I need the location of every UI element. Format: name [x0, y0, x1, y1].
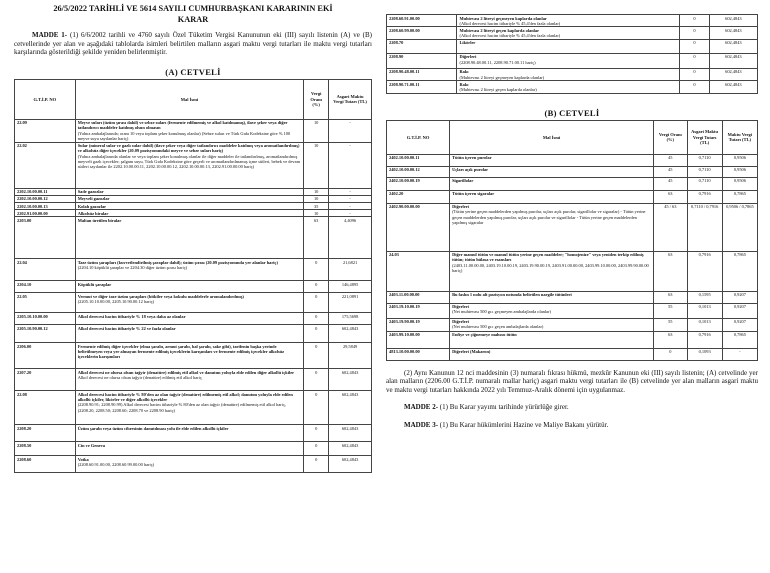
gtip-cell: 2402.20 [387, 190, 450, 203]
vergi-orani-cell: 63 [654, 190, 687, 203]
col-header-vergi-orani: Vergi Oranı (%) [304, 79, 329, 119]
mal-ismi: Uçları açık purolar [452, 167, 489, 173]
mal-ismi-note: (2204.10 köpüklü şaraplar ve 2204.30 diğer üzüm şırası hariç) [77, 265, 188, 271]
mal-ismi-note: (Muhtevası 2 litreyi geçen kaplarda olanlar) [459, 86, 537, 92]
mal-ismi-cell [450, 203, 654, 251]
col-header-gtip: G.T.İ.P. NO [15, 79, 76, 119]
table-row [387, 15, 758, 27]
vergi-orani-cell: 0 [304, 456, 329, 473]
cetvel-a-continued-table [386, 14, 758, 94]
vergi-orani-cell: 0 [304, 281, 329, 293]
vergi-orani-cell: 0 [304, 259, 329, 281]
asgari-maktu-cell: 602,4843 [329, 325, 372, 343]
table-row [387, 203, 758, 251]
asgari-maktu-cell: 602,4843 [709, 15, 757, 27]
asgari-maktu-cell: 0,7110 [687, 177, 722, 190]
table-row [15, 259, 372, 281]
table-row [15, 391, 372, 425]
asgari-maktu-cell: 602,4843 [329, 425, 372, 442]
col-header-asgari-maktu: Asgari Maktu Vergi Tutarı (TL) [687, 120, 722, 154]
mal-ismi: Muhtevası 2 litreyi geçmeyen kaplarda olanlar [459, 15, 547, 21]
maktu-cell: 0,7865 [722, 190, 757, 203]
mal-ismi-cell [75, 188, 303, 195]
asgari-maktu-cell: 0,7916 [687, 331, 722, 348]
madde-1 [14, 31, 372, 57]
mal-ismi: Sigarillolar [452, 178, 474, 184]
cetvel-b-table [386, 120, 758, 361]
gtip-cell: 2208.50 [15, 442, 76, 456]
mal-ismi: Meyveli gazozlar [77, 196, 110, 202]
mal-ismi-cell [75, 391, 303, 425]
mal-ismi: Muhtevası 2 litreyi geçen kaplarda olanlar [459, 27, 540, 33]
vergi-orani-cell: 0 [304, 293, 329, 313]
col-header-mal-ismi: Mal İsmi [75, 79, 303, 119]
table-row [15, 203, 372, 210]
table-row [15, 142, 372, 188]
madde-3-text: (1) Bu Karar hükümlerini Hazine ve Maliye Bakanı yürütür. [439, 421, 609, 429]
mal-ismi: Diğerleri [459, 54, 477, 60]
mal-ismi-note: (Alkol derecesi hacim itibariyle % 45,4'den fazla olanlar) [459, 33, 561, 39]
madde-1-text: (1) 6/6/2002 tarihli ve 4760 sayılı Özel Tüketim Vergisi Kanununun eki (III) sayılı listenin (A) ve (B) cetvellerinde yer alan ve aşağıdaki tablolarda isimleri belirtilen malların asgari maktu vergi tutarları ile maktu vergi tutarları karşılarında gösterildiği şekilde yeniden belirlenmiştir. [14, 31, 373, 57]
mal-ismi-cell [457, 53, 680, 68]
madde-3 [386, 421, 758, 430]
asgari-maktu-cell: - [329, 210, 372, 217]
mal-ismi-cell [75, 369, 303, 391]
paragraph-2: (2) Aynı Kanunun 12 nci maddesinin (3) numaralı fıkrası hükmü, mezkûr Kanunun eki (III) sayılı listenin; (A) cetvelinde yer alan malların (2206.00 G.T.İ.P. numaralı mallar hariç) asgari maktu vergi tutarları ile (B) cetvelinde yer alan malların asgari maktu ve maktu vergi tutarları hakkında 2022 yılı Temmuz-Aralık dönemi için uygulanmaz. [386, 368, 758, 394]
vergi-orani-cell: 0 [680, 81, 710, 93]
mal-ismi-note: (Muhtevası 2 litreyi geçmeyen kaplarda olanlar) [459, 74, 545, 80]
mal-ismi-cell [450, 251, 654, 291]
vergi-orani-cell: 0 [304, 391, 329, 425]
mal-ismi: Köpüklü şaraplar [77, 281, 112, 287]
maktu-cell: 0,9207 [722, 318, 757, 331]
document-title: 26/5/2022 TARİHLİ VE 5614 SAYILI CUMHURBAŞKANI KARARININ EKİ [53, 4, 333, 13]
mal-ismi-note: (2403.11.00.00.00, 2403.19.10.00.19, 2403.19.90.00.19, 2403.91.00.00.00, 2403.99.10.00.00, 2403.99.90.00.00 hariç) [452, 262, 649, 273]
table-row [15, 456, 372, 473]
vergi-orani-cell: 63 [654, 331, 687, 348]
mal-ismi-cell [75, 325, 303, 343]
cetvel-b-title: (B) CETVELİ [544, 107, 600, 118]
madde-3-lead: MADDE 3- [404, 421, 439, 429]
mal-ismi-cell [75, 425, 303, 442]
mal-ismi: Likörler [459, 40, 476, 46]
table-row [15, 210, 372, 217]
table-row [15, 425, 372, 442]
table-row [15, 281, 372, 293]
table-row [15, 217, 372, 259]
table-row [387, 318, 758, 331]
table-row [15, 313, 372, 325]
mal-ismi-cell [75, 313, 303, 325]
col-header-vergi-orani: Vergi Oranı (%) [654, 120, 687, 154]
vergi-orani-cell: 0 [304, 442, 329, 456]
gtip-cell: 2208.20 [15, 425, 76, 442]
mal-ismi-note: (Net muhtevası 500 gr.ı geçmeyen ambalajlarda olanlar) [452, 309, 551, 315]
gtip-cell: 2203.00 [15, 217, 76, 259]
madde-2-lead: MADDE 2- [404, 403, 439, 412]
gtip-cell: 2402.10.00.00.19 [387, 177, 450, 190]
gtip-cell: 2206.00 [15, 343, 76, 369]
gtip-cell: 2205.10.90.00.12 [15, 325, 76, 343]
gtip-cell: 2403.19.90.00.19 [387, 318, 450, 331]
gtip-cell: 22.02 [15, 142, 76, 188]
col-header-asgari-maktu: Asgari Maktu Vergi Tutarı (TL) [329, 79, 372, 119]
vergi-orani-cell: 45 / 63 [654, 203, 687, 251]
table-row [387, 331, 758, 348]
maktu-cell: 0,9506 / 0,7865 [722, 203, 757, 251]
mal-ismi: Diğerleri [452, 319, 469, 325]
madde-2 [386, 403, 758, 412]
vergi-orani-cell: 0 [680, 27, 710, 39]
mal-ismi: Diğerleri (Makaron) [452, 349, 491, 355]
mal-ismi: Üzüm şarabı veya üzüm cibresinin damıtılması yolu ile elde edilen alkollü içkiler [77, 425, 229, 431]
vergi-orani-cell: 35 [304, 203, 329, 210]
table-row [15, 325, 372, 343]
gtip-cell: 2402.10.00.00.12 [387, 166, 450, 177]
table-row [15, 195, 372, 202]
col-header-mal-ismi: Mal İsmi [450, 120, 654, 154]
maktu-cell: 0,9506 [722, 166, 757, 177]
asgari-maktu-cell: 29,5849 [329, 343, 372, 369]
gtip-cell: 2403.11.00.00.00 [387, 291, 450, 303]
mal-ismi-cell [75, 119, 303, 142]
mal-ismi: Diğerleri [452, 204, 469, 210]
mal-ismi: Votka [77, 456, 89, 462]
col-header-maktu: Maktu Vergi Tutarı (TL) [722, 120, 757, 154]
mal-ismi-note: (Yalnız ambalajlarında olanlar ve veya toplam şeker konulmuş olanlar ile diğer maddeler ile tatlandırılmış, aromatlandırılmış meyveli gazlı içecekler; şalgam suyu, Türk Gıda Kodeksine göre geçerli ve aromatlandırılmamış içme sütleri, bebek ve devam sütleri sayılanlar ile 2202.10.00.00.11, 2202.10.00.00.12, 2202.10.00.00.13, 2202.91.00.00.00 hariç) [77, 153, 300, 169]
vergi-orani-cell: 0 [680, 53, 710, 68]
asgari-maktu-cell: 0,1093 [687, 348, 722, 360]
vergi-orani-cell: 45 [654, 166, 687, 177]
table-row [387, 251, 758, 291]
asgari-maktu-cell: 602,4843 [709, 68, 757, 80]
mal-ismi: Kolalı gazozlar [77, 203, 107, 209]
table-row [387, 190, 758, 203]
asgari-maktu-cell: 602,4843 [709, 53, 757, 68]
mal-ismi-note: (2208.90.91; 2208.90.99) Alkol derecesi hacim itibariyle % 80'den az olan tağyir (denatüre) edilmemiş etil alkol hariç, (2208.20, 2208.50; 2208.60; 2208.70 ve 2208.90 hariç) [77, 402, 286, 413]
mal-ismi: Alkol derecesi hacim itibariyle % 18 veya daha az olanlar [77, 313, 186, 319]
mal-ismi-cell [75, 442, 303, 456]
asgari-maktu-cell: - [329, 142, 372, 188]
asgari-maktu-cell: - [329, 119, 372, 142]
mal-ismi-note: Alkol derecesi ne olursa olsun tağyir (denatüre) edilmiş etil alkol hariç [77, 375, 202, 381]
table-row [387, 154, 758, 166]
mal-ismi: Fermente edilmiş diğer içecekler (elma şarabı, armut şarabı, bal şarabı, sake gibi), tarifenin başka yerinde belirtilmeyen veya yer almayan fermente edilmiş içeceklerin karışımları ve fermente edilmiş içecekler alkolsüz içeceklerin karışımları [77, 343, 285, 360]
mal-ismi-cell [450, 166, 654, 177]
mal-ismi-cell [75, 281, 303, 293]
mal-ismi-cell [75, 203, 303, 210]
cetvel-a-header-row [15, 79, 372, 119]
gtip-cell: 22.09 [15, 119, 76, 142]
mal-ismi-cell [457, 27, 680, 39]
mal-ismi: Alkol derecesi ne olursa olsun tağyir (denatüre) edilmiş etil alkol ve damıtım yoluyla elde edilen diğer alkollü içkiler [77, 369, 295, 375]
vergi-orani-cell: 0 [680, 15, 710, 27]
mal-ismi-note: (Net muhtevası 500 gr.ı geçen ambalajlarda olanlar) [452, 324, 544, 330]
table-row [387, 348, 758, 360]
vergi-orani-cell: 0 [680, 39, 710, 53]
maktu-cell: 0,9506 [722, 154, 757, 166]
col-header-gtip: G.T.İ.P. NO [387, 120, 450, 154]
vergi-orani-cell: 10 [304, 119, 329, 142]
mal-ismi: Taze üzüm şarapları (kuvvetlendirilmiş şaraplar dahil); üzüm şırası (20.09 pozisyonunda yer alanlar hariç) [77, 259, 278, 265]
vergi-orani-cell: 0 [654, 348, 687, 360]
table-row [15, 442, 372, 456]
table-row [387, 53, 758, 68]
gtip-cell: 24.03 [387, 251, 450, 291]
gtip-cell: 22.05 [15, 293, 76, 313]
table-row [15, 188, 372, 195]
madde-2-text: (1) Bu Karar yayımı tarihinde yürürlüğe girer. [439, 403, 569, 412]
table-row [387, 291, 758, 303]
mal-ismi-cell [450, 177, 654, 190]
asgari-maktu-cell: 0,7110 [687, 166, 722, 177]
vergi-orani-cell: 0 [304, 313, 329, 325]
asgari-maktu-cell: 221,0891 [329, 293, 372, 313]
gtip-cell: 2208.90 [387, 53, 457, 68]
gtip-cell: 2208.90.71.00.11 [387, 81, 457, 93]
document-subtitle: KARAR [177, 15, 209, 24]
asgari-maktu-cell: 146,4895 [329, 281, 372, 293]
mal-ismi-cell [450, 154, 654, 166]
gtip-cell: 2202.10.00.00.12 [15, 195, 76, 202]
mal-ismi-cell [457, 68, 680, 80]
asgari-maktu-cell: 0,1595 [687, 291, 722, 303]
asgari-maktu-cell: 602,4843 [329, 391, 372, 425]
table-row [387, 303, 758, 318]
gtip-cell: 4813.10.00.00.00 [387, 348, 450, 360]
table-row [387, 68, 758, 80]
table-row [15, 343, 372, 369]
gtip-cell: 2402.10.00.00.11 [387, 154, 450, 166]
asgari-maktu-cell: 0,7110 [687, 154, 722, 166]
gtip-cell: 2208.90.48.00.11 [387, 68, 457, 80]
asgari-maktu-cell: 602,4843 [709, 27, 757, 39]
gtip-cell: 22.04 [15, 259, 76, 281]
asgari-maktu-cell: 0,7916 [687, 190, 722, 203]
asgari-maktu-cell: 0,7916 [687, 251, 722, 291]
mal-ismi: Enfiye ve çiğnemeye mahsus tütün [452, 332, 517, 338]
asgari-maktu-cell: 21,6821 [329, 259, 372, 281]
asgari-maktu-cell: 602,4843 [329, 456, 372, 473]
mal-ismi-cell [457, 39, 680, 53]
asgari-maktu-cell: 175,5698 [329, 313, 372, 325]
left-column [14, 0, 372, 473]
gtip-cell: 2402.90.00.00.00 [387, 203, 450, 251]
gtip-cell: 22.08 [15, 391, 76, 425]
mal-ismi-note: (Alkol derecesi hacim itibariyle % 45,4'den fazla olanlar) [459, 20, 561, 26]
vergi-orani-cell: 0 [304, 325, 329, 343]
mal-ismi-note: (2208.60.91.00.00, 2208.60.99.00.00 hariç) [77, 462, 155, 468]
vergi-orani-cell: 10 [304, 210, 329, 217]
asgari-maktu-cell: - [329, 203, 372, 210]
table-row [387, 81, 758, 93]
asgari-maktu-cell: 0,1013 [687, 303, 722, 318]
mal-ismi-note: (2208.90.48.00.11, 2208.90.71.00.11 hariç) [459, 59, 536, 65]
gtip-cell: 2202.10.00.00.11 [15, 188, 76, 195]
vergi-orani-cell: 63 [304, 217, 329, 259]
gtip-cell: 2204.10 [15, 281, 76, 293]
gtip-cell: 2208.70 [387, 39, 457, 53]
vergi-orani-cell: 45 [654, 154, 687, 166]
asgari-maktu-cell: 602,4843 [709, 81, 757, 93]
mal-ismi: Meyve suları (üzüm şırası dahil) ve sebze suları (fermente edilmemiş ve alkol katılmamış), ilave şeker veya diğer tatlandırıcı maddeler katılmış olsun olmasın [77, 120, 288, 131]
mal-ismi: Diğerleri [452, 304, 469, 310]
maktu-cell: - [722, 348, 757, 360]
mal-ismi-note: (Yalnız ambalajlarında; oranı 10 veya toplam şeker konulmuş olanlar) (Sebze suları ve Türk Gıda Kodeksine göre % 100 meyve suyu sayılanlar hariç) [77, 130, 291, 141]
maktu-cell: 0,9506 [722, 177, 757, 190]
table-row [15, 119, 372, 142]
mal-ismi-cell [457, 81, 680, 93]
mal-ismi-cell [450, 291, 654, 303]
mal-ismi: Sade gazozlar [77, 189, 104, 195]
mal-ismi-cell [75, 293, 303, 313]
table-row [387, 39, 758, 53]
asgari-maktu-cell: 602,4843 [329, 442, 372, 456]
cetvel-a-title: (A) CETVELİ [165, 66, 221, 77]
gtip-cell: 2205.10.10.00.00 [15, 313, 76, 325]
gtip-cell: 2208.60.99.00.00 [387, 27, 457, 39]
maktu-cell: 0,7865 [722, 331, 757, 348]
mal-ismi-cell [450, 190, 654, 203]
mal-ismi: Tütün içeren purolar [452, 155, 492, 161]
mal-ismi: Rakı [459, 69, 469, 75]
mal-ismi-cell [457, 15, 680, 27]
mal-ismi-cell [75, 456, 303, 473]
vergi-orani-cell: 63 [654, 251, 687, 291]
asgari-maktu-cell: - [329, 195, 372, 202]
asgari-maktu-cell: 0,1013 [687, 318, 722, 331]
mal-ismi-note: (2205.10.10.00.00, 2205.10.90.00.12 hariç) [77, 299, 155, 305]
gtip-cell: 2403.99.10.00.00 [387, 331, 450, 348]
asgari-maktu-cell: 602,4843 [709, 39, 757, 53]
mal-ismi-cell [450, 303, 654, 318]
mal-ismi: Bu faslın 1 nolu alt pozisyon notunda belirtilen nargile tütünleri [452, 292, 572, 298]
mal-ismi: Sular (mineral sular ve gazlı sular dahil) (ilave şeker veya diğer tatlandırıcı maddeler katılmış veya aromatlandırılmış) ve alkolsüz diğer içecekler (20.09 pozisyonundaki meyve ve sebze suları hariç) [77, 143, 300, 154]
mal-ismi: Maltan üretilen biralar [77, 217, 122, 223]
cetvel-a-table [14, 79, 372, 474]
mal-ismi: Rakı [459, 81, 469, 87]
mal-ismi-cell [75, 259, 303, 281]
mal-ismi: Alkol derecesi hacim itibariyle % 22 ve fazla olanlar [77, 325, 176, 331]
vergi-orani-cell: 0 [304, 425, 329, 442]
asgari-maktu-cell: 4,4096 [329, 217, 372, 259]
gtip-cell: 2202.10.00.00.13 [15, 203, 76, 210]
mal-ismi-cell [75, 210, 303, 217]
cetvel-a-continued-body [387, 15, 758, 94]
mal-ismi: Diğer mamul tütün ve mamul tütün yerine geçen maddeler; "homojenize" veya yeniden terkip edilmiş tütün; tütün hülasa ve esansları [452, 252, 644, 263]
vergi-orani-cell: 45 [654, 177, 687, 190]
mal-ismi-cell [75, 217, 303, 259]
cetvel-a-body [15, 119, 372, 473]
asgari-maktu-cell: 0,7110 / 0,7916 [687, 203, 722, 251]
table-row [15, 369, 372, 391]
vergi-orani-cell: 10 [304, 195, 329, 202]
mal-ismi-cell [75, 142, 303, 188]
vergi-orani-cell: 10 [304, 142, 329, 188]
gtip-cell: 2403.19.10.00.19 [387, 303, 450, 318]
mal-ismi-cell [450, 331, 654, 348]
maktu-cell: 0,9207 [722, 291, 757, 303]
mal-ismi: Cin ve Geneva [77, 442, 106, 448]
asgari-maktu-cell: 602,4843 [329, 369, 372, 391]
mal-ismi: Vermut ve diğer taze üzüm şarapları (bitkiler veya kokulu maddelerle aromalandırılmış) [77, 293, 244, 299]
gtip-cell: 2208.60.91.00.00 [387, 15, 457, 27]
cetvel-b-header-row [387, 120, 758, 154]
mal-ismi: Alkolsüz biralar [77, 210, 109, 216]
mal-ismi-cell [75, 195, 303, 202]
maktu-cell: 0,9207 [722, 303, 757, 318]
table-row [15, 293, 372, 313]
mal-ismi-cell [450, 318, 654, 331]
mal-ismi-note: (Tütün yerine geçen maddelerden yapılmış purolar, uçları açık purolar, sigarillolar ve sigaralar) - Tütün yerine geçen maddelerden yapılmış purolar, uçları açık purolar ve sigarillolar - Tütün yerine geçen maddelerden yapılmış sigaralar [452, 209, 646, 225]
mal-ismi-cell [75, 343, 303, 369]
gtip-cell: 2208.60 [15, 456, 76, 473]
mal-ismi: Alkol derecesi hacim itibariyle % 80'den az olan tağyir (denatüre) edilmemiş etil alkol; damıtım yoluyla elde edilen alkollü içkiler, likörler ve diğer alkollü içecekler [77, 391, 293, 403]
vergi-orani-cell: 0 [304, 343, 329, 369]
gtip-cell: 2207.20 [15, 369, 76, 391]
table-row [387, 27, 758, 39]
gtip-cell: 2202.91.00.00.00 [15, 210, 76, 217]
vergi-orani-cell: 63 [654, 291, 687, 303]
mal-ismi: Tütün içeren sigaralar [452, 191, 495, 197]
vergi-orani-cell: 0 [304, 369, 329, 391]
table-row [387, 166, 758, 177]
madde-1-lead: MADDE 1- [32, 31, 68, 39]
vergi-orani-cell: 55 [654, 318, 687, 331]
asgari-maktu-cell: - [329, 188, 372, 195]
cetvel-b-body [387, 154, 758, 360]
mal-ismi-cell [450, 348, 654, 360]
right-column [386, 0, 758, 430]
vergi-orani-cell: 10 [304, 188, 329, 195]
table-row [387, 177, 758, 190]
maktu-cell: 0,7865 [722, 251, 757, 291]
vergi-orani-cell: 55 [654, 303, 687, 318]
vergi-orani-cell: 0 [680, 68, 710, 80]
